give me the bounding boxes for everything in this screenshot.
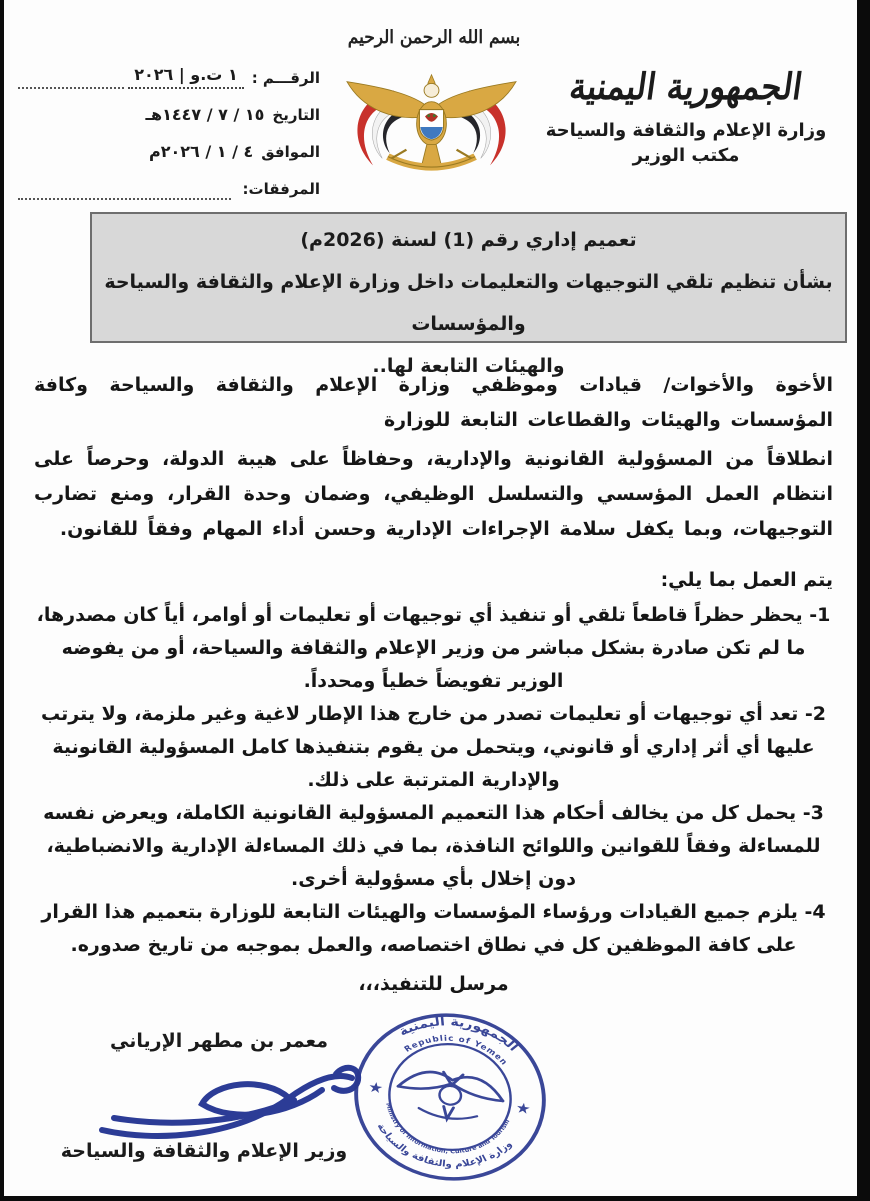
hijri-date-row	[18, 104, 320, 126]
official-stamp	[341, 999, 559, 1195]
attachments-row	[18, 178, 320, 200]
attachments-dotted-line	[18, 184, 231, 200]
letter-body	[34, 368, 833, 1002]
circular-title-box	[90, 212, 847, 377]
hijri-date-label: التاريخ	[272, 106, 320, 124]
circular-title-line3: والهيئات التابعة لها..	[372, 355, 565, 377]
directive-item-2: 2- تعد أي توجيهات أو تعليمات تصدر من خارج هذا الإطار لاغية وغير ملزمة، ولا يترتب عليها أي أثر إداري أو قانوني، ويتحمل من يقوم بتنفيذها كامل المسؤولية القانونية والإدارية المترتبة على ذلك.	[41, 703, 826, 791]
directive-item-1: 1- يحظر حظراً قاطعاً تلقي أو تنفيذ أي توجيهات أو تعليمات أو أوامر، أياً كان مصدرها، ما لم تكن صادرة بشكل مباشر من وزير الإعلام والثقافة والسياحة، أو من يفوضه الوزير تفويضاً خطياً ومحدداً.	[36, 604, 831, 692]
stamp-english-bottom: Ministry of Information, Culture and Tourism	[384, 1102, 512, 1156]
basmala-text: بسم الله الرحمن الرحيم	[347, 27, 521, 49]
minister-name: معمر بن مطهر الإرياني	[110, 1030, 328, 1052]
minister-title: وزير الإعلام والثقافة والسياحة	[60, 1140, 348, 1162]
hijri-date-value: ١٥ / ٧ / ١٤٤٧هـ	[145, 105, 265, 124]
ref-dotted-line	[18, 73, 124, 89]
circular-title-line1: تعميم إداري رقم (1) لسنة (2026م)	[300, 229, 637, 251]
stamp-english-top: Republic of Yemen	[401, 1033, 511, 1067]
directive-item-3: 3- يحمل كل من يخالف أحكام هذا التعميم المسؤولية القانونية الكاملة، ويعرض نفسه للمساءلة وفقاً للقوانين واللوائح النافذة، بما في ذلك المساءلة الإدارية والانضباطية، دون إخلال بأي مسؤولية أخرى.	[43, 802, 824, 890]
attachments-label: المرفقات:	[242, 180, 320, 198]
stamp-arabic-top: الجمهورية اليمنية	[396, 1015, 522, 1055]
reference-block	[18, 64, 320, 215]
eagle	[347, 75, 516, 167]
stamp-eagle	[395, 1066, 506, 1126]
letter-paper	[4, 0, 857, 1196]
ref-number-row	[18, 64, 320, 89]
ref-number-value: ١ ت.و | ٢٠٢٦	[128, 64, 243, 89]
salutation-paragraph: الأخوة والأخوات/ قيادات وموظفي وزارة الإعلام والثقافة والسياحة وكافة المؤسسات والهيئات والقطاعات التابعة للوزارة	[34, 374, 833, 431]
directive-item-4: 4- يلزم جميع القيادات ورؤساء المؤسسات والهيئات التابعة للوزارة بتعميم هذا القرار على كافة الموظفين كل في نطاق اختصاصه، والعمل بموجبه من تاريخ صدوره.	[41, 901, 826, 956]
office-title: مكتب الوزير	[632, 145, 740, 166]
stamp-star-left: ★	[367, 1078, 385, 1098]
gregorian-date-label: الموافق	[261, 143, 320, 161]
republic-title: الجمهورية اليمنية	[567, 65, 806, 108]
minister-signature	[84, 1052, 369, 1152]
gregorian-date-value: ٤ / ١ / ٢٠٢٦م	[148, 142, 254, 161]
closing-line: مرسل للتنفيذ،،،	[358, 973, 509, 995]
stamp-arabic-bottom: وزارة الإعلام والثقافة والسياحة	[374, 1122, 515, 1170]
ministry-title: وزارة الإعلام والثقافة والسياحة	[545, 120, 827, 141]
ref-number-label: الرقـــم :	[251, 69, 320, 87]
yemen-national-emblem	[334, 66, 529, 188]
circular-title-line2: بشأن تنظيم تلقي التوجيهات والتعليمات داخل وزارة الإعلام والثقافة والسياحة والمؤسسات	[104, 271, 833, 335]
letterhead-right	[531, 58, 841, 166]
gregorian-date-row	[18, 141, 320, 163]
stamp-star-right: ★	[514, 1099, 532, 1118]
preamble-paragraph: انطلاقاً من المسؤولية القانونية والإدارية، وحفاظاً على هيبة الدولة، وحرصاً على انتظام العمل المؤسسي والتسلسل الوظيفي، وضمان وحدة القرار، ومنع تضارب التوجيهات، وبما يكفل سلامة الإجراءات الإدارية وحسن أداء المهام وفقاً للقانون.	[34, 448, 833, 540]
directive-heading: يتم العمل بما يلي:	[660, 569, 833, 591]
